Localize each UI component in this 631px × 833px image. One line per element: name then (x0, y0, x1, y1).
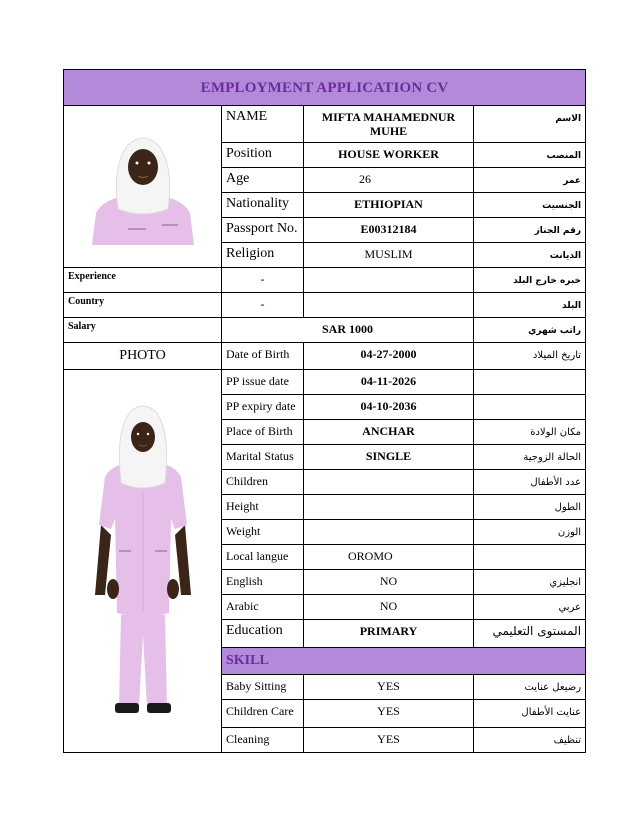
dob-value: 04-27-2000 (304, 343, 474, 370)
skill-children-care-value: YES (304, 700, 474, 728)
salary-arabic: راتب شهري (474, 318, 586, 343)
age-label: Age (222, 168, 304, 193)
height-arabic: الطول (474, 495, 586, 520)
fullbody-photo (64, 370, 222, 753)
marital-status-label: Marital Status (222, 445, 304, 470)
fullbody-image (83, 395, 203, 725)
children-value (304, 470, 474, 495)
english-value: NO (304, 570, 474, 595)
birth-place-value: ANCHAR (304, 420, 474, 445)
arabic-label: Arabic (222, 595, 304, 620)
passport-arabic: رقم الجناز (474, 218, 586, 243)
weight-label: Weight (222, 520, 304, 545)
name-label: NAME (222, 106, 304, 143)
birth-place-arabic: مكان الولادة (474, 420, 586, 445)
local-language-value: OROMO (304, 545, 474, 570)
arabic-arabic: عربي (474, 595, 586, 620)
english-arabic: انجليزي (474, 570, 586, 595)
weight-value (304, 520, 474, 545)
nationality-label: Nationality (222, 193, 304, 218)
skill-baby-sitting-value: YES (304, 675, 474, 700)
nationality-arabic: الجنسيت (474, 193, 586, 218)
experience-label: Experience (64, 268, 222, 293)
birth-place-label: Place of Birth (222, 420, 304, 445)
religion-label: Religion (222, 243, 304, 268)
pp-issue-label: PP issue date (222, 370, 304, 395)
pp-issue-arabic (474, 370, 586, 395)
height-label: Height (222, 495, 304, 520)
pp-expiry-arabic (474, 395, 586, 420)
age-arabic: عمر (474, 168, 586, 193)
passport-label: Passport No. (222, 218, 304, 243)
country-value: - (222, 293, 304, 318)
photo-label: PHOTO (64, 343, 222, 370)
cv-title: EMPLOYMENT APPLICATION CV (64, 70, 586, 106)
cv-table (63, 69, 586, 753)
pp-issue-value: 04-11-2026 (304, 370, 474, 395)
salary-value: SAR 1000 (222, 318, 474, 343)
education-label: Education (222, 620, 304, 648)
experience-value: - (222, 268, 304, 293)
religion-arabic: الديانت (474, 243, 586, 268)
children-arabic: عدد الأطفال (474, 470, 586, 495)
name-arabic: الاسم (474, 106, 586, 143)
skill-cleaning-arabic: تنظيف (474, 728, 586, 753)
english-label: English (222, 570, 304, 595)
experience-arabic: خبره خارج البلد (474, 268, 586, 293)
position-value: HOUSE WORKER (304, 143, 474, 168)
weight-arabic: الوزن (474, 520, 586, 545)
position-label: Position (222, 143, 304, 168)
education-value: PRIMARY (304, 620, 474, 648)
pp-expiry-value: 04-10-2036 (304, 395, 474, 420)
arabic-value: NO (304, 595, 474, 620)
name-value: MIFTA MAHAMEDNUR MUHE (304, 106, 474, 143)
age-value: 26 (304, 168, 474, 193)
nationality-value: ETHIOPIAN (304, 193, 474, 218)
education-arabic: المستوى التعليمي (474, 620, 586, 648)
headshot-photo (64, 106, 222, 268)
position-arabic: المنصب (474, 143, 586, 168)
local-language-arabic (474, 545, 586, 570)
skill-header: SKILL (222, 648, 586, 675)
salary-label: Salary (64, 318, 222, 343)
marital-status-value: SINGLE (304, 445, 474, 470)
religion-value: MUSLIM (304, 243, 474, 268)
local-language-label: Local langue (222, 545, 304, 570)
dob-label: Date of Birth (222, 343, 304, 370)
skill-children-care-label: Children Care (222, 700, 304, 728)
country-arabic: البلد (474, 293, 586, 318)
pp-expiry-label: PP expiry date (222, 395, 304, 420)
children-label: Children (222, 470, 304, 495)
skill-children-care-arabic: عنايت الأطفال (474, 700, 586, 728)
skill-baby-sitting-arabic: رضيعل عنايت (474, 675, 586, 700)
marital-status-arabic: الحالة الزوجية (474, 445, 586, 470)
headshot-image (88, 125, 198, 245)
skill-baby-sitting-label: Baby Sitting (222, 675, 304, 700)
skill-cleaning-label: Cleaning (222, 728, 304, 753)
passport-value: E00312184 (304, 218, 474, 243)
height-value (304, 495, 474, 520)
skill-cleaning-value: YES (304, 728, 474, 753)
dob-arabic: تاريخ الميلاد (474, 343, 586, 370)
country-label: Country (64, 293, 222, 318)
